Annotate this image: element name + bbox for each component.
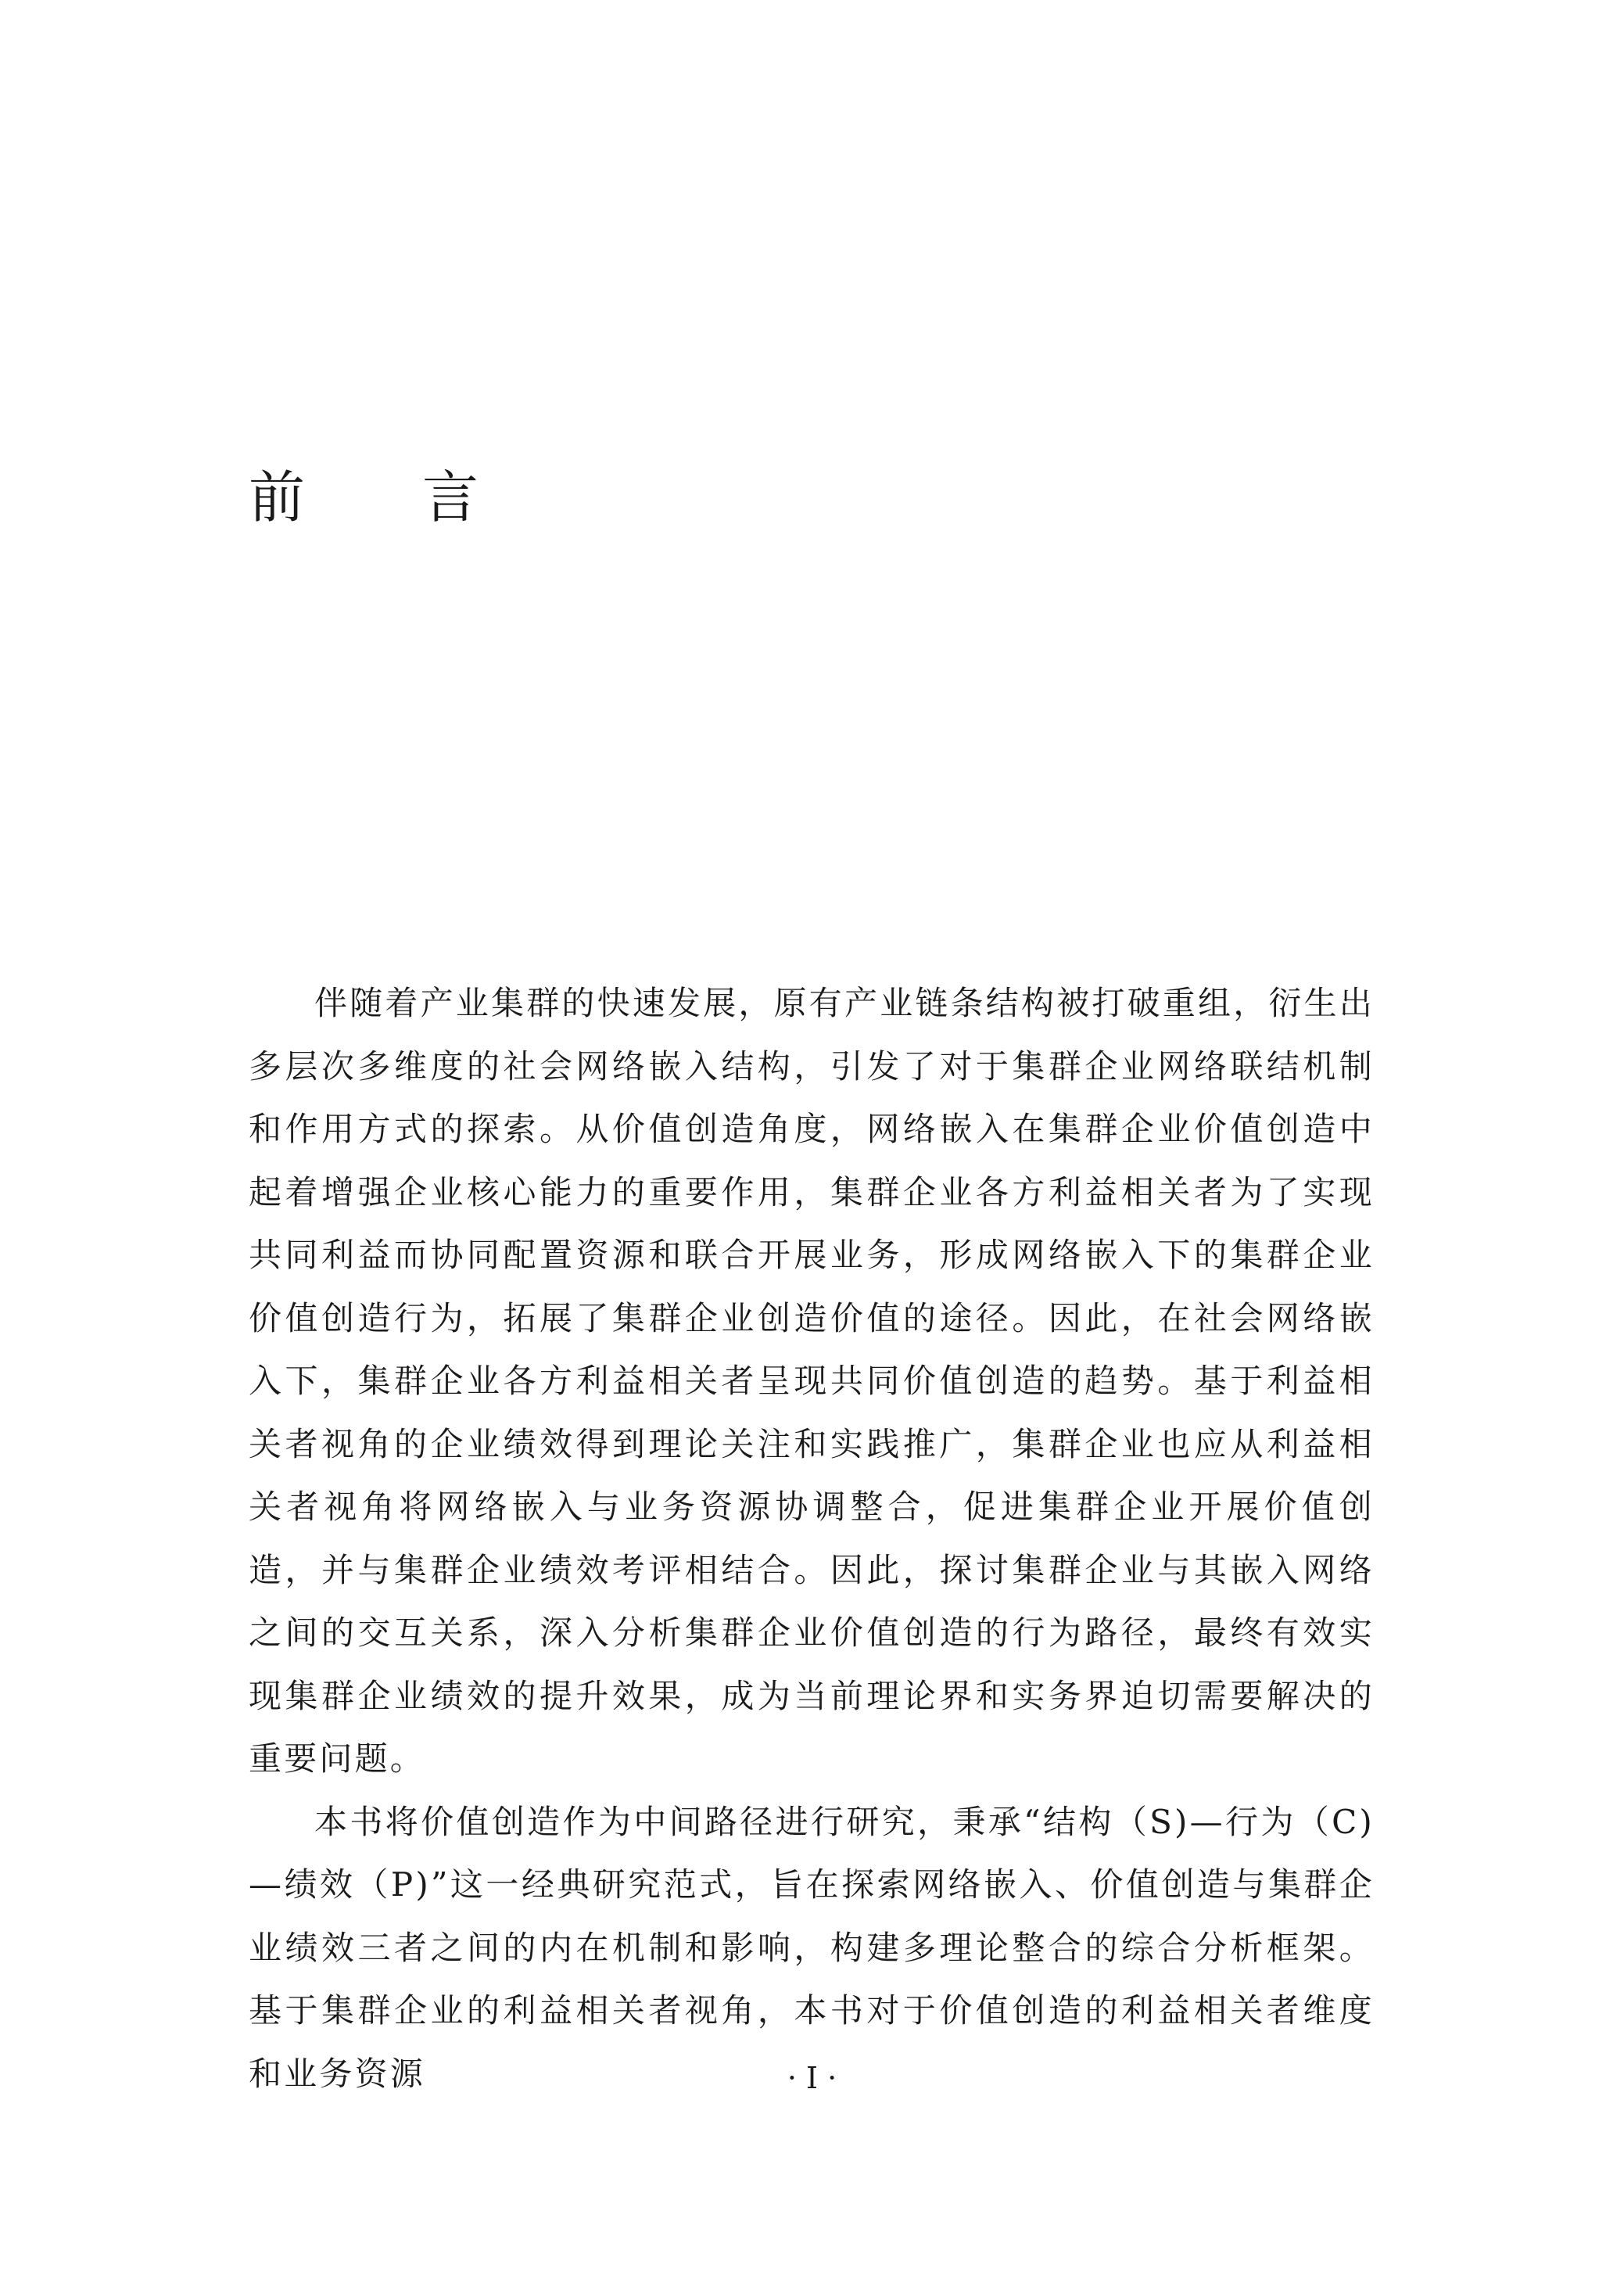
page-title: 前言 [249,465,597,530]
paragraph: 本书将价值创造作为中间路径进行研究，秉承“结构（S)—行为（C)—绩效（P)”这一经典研究范式，旨在探索网络嵌入、价值创造与集群企业绩效三者之间的内在机制和影响，构建多理论整合的综合分析框架。基于集群企业的利益相关者视角，本书对于价值创造的利益相关者维度和业务资源 [249,1802,1375,2093]
page-number: · I · [787,2061,837,2095]
paragraph: 伴随着产业集群的快速发展，原有产业链条结构被打破重组，衍生出多层次多维度的社会网络嵌入结构，引发了对于集群企业网络联结机制和作用方式的探索。从价值创造角度，网络嵌入在集群企业价值创造中起着增强企业核心能力的重要作用，集群企业各方利益相关者为了实现共同利益而协同配置资源和联合开展业务，形成网络嵌入下的集群企业价值创造行为，拓展了集群企业创造价值的途径。因此，在社会网络嵌入下，集群企业各方利益相关者呈现共同价值创造的趋势。基于利益相关者视角的企业绩效得到理论关注和实践推广，集群企业也应从利益相关者视角将网络嵌入与业务资源协调整合，促进集群企业开展价值创造，并与集群企业绩效考评相结合。因此，探讨集群企业与其嵌入网络之间的交互关系，深入分析集群企业价值创造的行为路径，最终有效实现集群企业绩效的提升效果，成为当前理论界和实务界迫切需要解决的重要问题。 [249,984,1375,1778]
body-text [249,972,1375,2105]
